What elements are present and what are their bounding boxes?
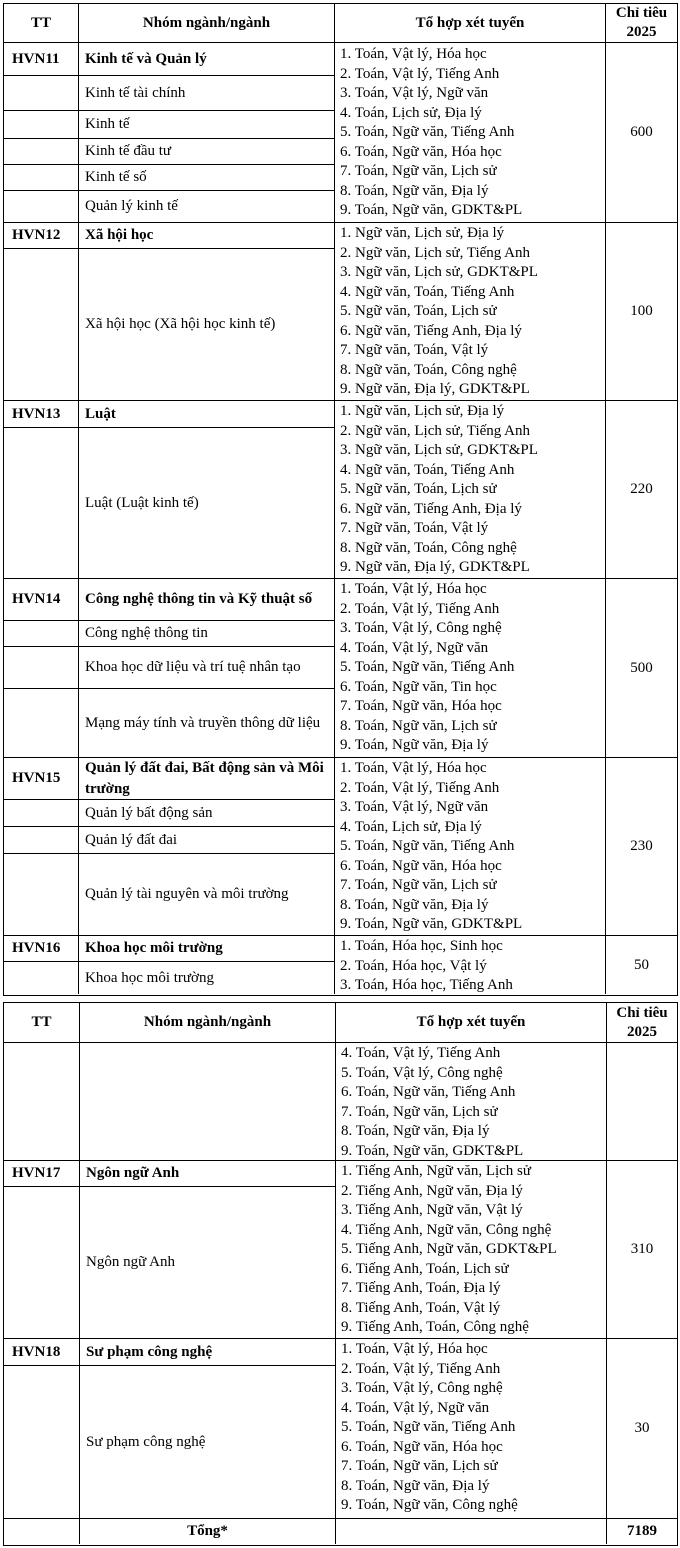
group-code-spacer <box>4 854 79 936</box>
combo-item: 2. Toán, Hóa học, Vật lý <box>340 957 487 974</box>
quota-value: 100 <box>606 223 677 401</box>
group-code-spacer <box>4 139 79 165</box>
major-name: Mạng máy tính và truyền thông dữ liệu <box>79 689 335 758</box>
total-label: Tổng* <box>80 1519 336 1544</box>
group-code-spacer <box>4 827 79 854</box>
combo-item: 5. Toán, Ngữ văn, Tiếng Anh <box>340 838 515 854</box>
combo-item: 5. Ngữ văn, Toán, Lịch sử <box>340 303 497 319</box>
group-code: HVN15 <box>4 758 79 800</box>
group-code-spacer <box>4 647 79 689</box>
quota-value: 30 <box>607 1339 677 1519</box>
major-name: Quản lý kinh tế <box>79 191 335 223</box>
major-name: Quản lý đất đai <box>79 827 335 854</box>
major-name: Quản lý tài nguyên và môi trường <box>79 854 335 936</box>
combo-item: 4. Toán, Lịch sử, Địa lý <box>340 818 482 835</box>
group-code: HVN16 <box>4 936 79 962</box>
combo-item: 9. Ngữ văn, Địa lý, GDKT&PL <box>340 381 530 397</box>
combo-item: 2. Ngữ văn, Lịch sử, Tiếng Anh <box>340 422 531 439</box>
group-code-spacer <box>4 165 79 191</box>
combo-item: 3. Ngữ văn, Lịch sử, GDKT&PL <box>340 442 538 458</box>
header-quota <box>607 1003 677 1043</box>
major-name: Xã hội học (Xã hội học kinh tế) <box>79 249 335 401</box>
combo-item: 6. Toán, Ngữ văn, Hóa học <box>340 143 502 160</box>
combo-item: 6. Ngữ văn, Tiếng Anh, Địa lý <box>340 322 522 339</box>
combo-item: 4. Toán, Vật lý, Ngữ văn <box>340 639 489 656</box>
major-name: Kinh tế số <box>79 165 335 191</box>
combo-list <box>336 1043 607 1161</box>
group-code: HVN13 <box>4 401 79 428</box>
combo-item: 4. Toán, Vật lý, Tiếng Anh <box>341 1045 501 1061</box>
combo-list <box>335 43 606 223</box>
combo-item: 6. Toán, Ngữ văn, Hóa học <box>341 1438 503 1455</box>
combo-list <box>335 579 606 758</box>
header-combos: Tổ hợp xét tuyển <box>335 4 606 43</box>
group-name: Công nghệ thông tin và Kỹ thuật số <box>79 579 335 621</box>
header-quota <box>606 4 677 43</box>
combo-item: 7. Ngữ văn, Toán, Vật lý <box>340 520 489 536</box>
combo-item: 6. Toán, Ngữ văn, Tin học <box>340 678 497 695</box>
combo-item: 9. Toán, Ngữ văn, Công nghệ <box>341 1497 518 1513</box>
combo-item: 3. Toán, Vật lý, Ngữ văn <box>340 85 489 101</box>
major-name: Kinh tế <box>79 111 335 139</box>
group-code-spacer <box>4 1366 80 1519</box>
group-code-spacer <box>4 76 79 111</box>
combo-item: 5. Toán, Ngữ văn, Tiếng Anh <box>340 659 515 675</box>
combo-item: 5. Toán, Ngữ văn, Tiếng Anh <box>340 124 515 140</box>
group-code: HVN11 <box>4 43 79 76</box>
combo-item: 7. Ngữ văn, Toán, Vật lý <box>340 342 489 358</box>
combo-item: 6. Ngữ văn, Tiếng Anh, Địa lý <box>340 500 522 517</box>
combo-item: 5. Ngữ văn, Toán, Lịch sử <box>340 481 497 497</box>
major-name: Sư phạm công nghệ <box>80 1366 336 1519</box>
header-quota-label: Chỉ tiêu <box>616 1004 668 1021</box>
combo-item: 8. Ngữ văn, Toán, Công nghệ <box>340 361 517 378</box>
group-code: HVN14 <box>4 579 79 621</box>
combo-item: 8. Toán, Ngữ văn, Địa lý <box>340 896 489 913</box>
major-name: Luật (Luật kinh tế) <box>79 428 335 579</box>
combo-item: 4. Toán, Lịch sử, Địa lý <box>340 104 482 121</box>
group-name: Khoa học môi trường <box>79 936 335 962</box>
combo-item: 9. Toán, Ngữ văn, GDKT&PL <box>341 1142 524 1159</box>
header-major: Nhóm ngành/ngành <box>80 1003 336 1043</box>
combo-item: 8. Toán, Ngữ văn, Địa lý <box>340 182 489 199</box>
quota-value: 230 <box>606 758 677 936</box>
major-name: Kinh tế đầu tư <box>79 139 335 165</box>
combo-item: 9. Ngữ văn, Địa lý, GDKT&PL <box>340 559 530 575</box>
combo-list <box>336 1339 607 1519</box>
combo-item: 7. Toán, Ngữ văn, Lịch sử <box>341 1458 498 1474</box>
combo-list <box>335 223 606 401</box>
group-code-spacer <box>4 962 79 994</box>
combo-item: 3. Ngữ văn, Lịch sử, GDKT&PL <box>340 264 538 280</box>
group-name: Quản lý đất đai, Bất động sản và Môi trường <box>79 758 335 800</box>
total-value: 7189 <box>627 1523 657 1539</box>
combo-item: 2. Toán, Vật lý, Tiếng Anh <box>340 65 500 82</box>
combo-item: 4. Toán, Vật lý, Ngữ văn <box>341 1399 490 1416</box>
combo-item: 1. Tiếng Anh, Ngữ văn, Lịch sử <box>341 1163 532 1179</box>
combo-list <box>335 936 606 994</box>
combo-item: 9. Tiếng Anh, Toán, Công nghệ <box>341 1319 529 1335</box>
combo-item: 2. Toán, Vật lý, Tiếng Anh <box>340 600 500 617</box>
combo-item: 2. Ngữ văn, Lịch sử, Tiếng Anh <box>340 244 531 261</box>
combo-item: 9. Toán, Ngữ văn, GDKT&PL <box>340 202 523 218</box>
group-code: HVN17 <box>4 1161 80 1187</box>
combo-item: 9. Toán, Ngữ văn, Địa lý <box>340 737 489 753</box>
combo-item: 1. Toán, Vật lý, Hóa học <box>340 760 487 776</box>
header-combos: Tổ hợp xét tuyển <box>336 1003 607 1043</box>
combo-item: 8. Toán, Ngữ văn, Lịch sử <box>340 717 497 734</box>
major-name: Ngôn ngữ Anh <box>80 1187 336 1339</box>
combo-item: 7. Toán, Ngữ văn, Lịch sử <box>340 877 497 893</box>
header-tt: TT <box>4 4 79 43</box>
admission-table-part1 <box>3 3 678 996</box>
group-name: Ngôn ngữ Anh <box>80 1161 336 1187</box>
group-name: Xã hội học <box>79 223 335 249</box>
combo-item: 2. Toán, Vật lý, Tiếng Anh <box>340 779 500 796</box>
header-quota-year: 2025 <box>626 24 657 40</box>
major-name: Quản lý bất động sản <box>79 800 335 827</box>
combo-item: 2. Toán, Vật lý, Tiếng Anh <box>341 1360 501 1377</box>
combo-item: 1. Toán, Vật lý, Hóa học <box>340 46 487 62</box>
combo-item: 6. Tiếng Anh, Toán, Lịch sử <box>341 1260 509 1277</box>
header-quota-label: Chỉ tiêu <box>615 5 668 21</box>
combo-item: 8. Toán, Ngữ văn, Địa lý <box>341 1123 490 1139</box>
combo-item: 4. Ngữ văn, Toán, Tiếng Anh <box>340 283 515 300</box>
quota-value: 310 <box>607 1161 677 1339</box>
header-quota-year: 2025 <box>627 1023 657 1040</box>
quota-spacer <box>607 1043 677 1161</box>
combo-item: 7. Toán, Ngữ văn, Hóa học <box>340 698 502 714</box>
major-name: Công nghệ thông tin <box>79 621 335 647</box>
combo-item: 5. Tiếng Anh, Ngữ văn, GDKT&PL <box>341 1241 557 1257</box>
combo-item: 1. Toán, Vật lý, Hóa học <box>340 581 487 597</box>
combo-item: 7. Toán, Ngữ văn, Lịch sử <box>340 163 497 179</box>
combo-item: 3. Toán, Hóa học, Tiếng Anh <box>340 977 513 993</box>
combo-item: 4. Tiếng Anh, Ngữ văn, Công nghệ <box>341 1221 552 1238</box>
group-code-spacer <box>4 111 79 139</box>
combo-item: 3. Toán, Vật lý, Công nghệ <box>340 620 502 636</box>
group-code-spacer <box>4 191 79 223</box>
combo-item: 8. Toán, Ngữ văn, Địa lý <box>341 1477 490 1494</box>
admission-table-part2 <box>3 1002 678 1546</box>
group-code-spacer <box>4 1187 80 1339</box>
group-name: Luật <box>79 401 335 428</box>
combo-item: 1. Ngữ văn, Lịch sử, Địa lý <box>340 403 505 419</box>
combo-list <box>335 758 606 936</box>
group-code: HVN18 <box>4 1339 80 1366</box>
combo-item: 1. Ngữ văn, Lịch sử, Địa lý <box>340 225 505 241</box>
group-name: Sư phạm công nghệ <box>80 1339 336 1366</box>
group-code-spacer <box>4 800 79 827</box>
combo-item: 6. Toán, Ngữ văn, Tiếng Anh <box>341 1084 516 1100</box>
quota-value: 600 <box>606 43 677 223</box>
combo-item: 1. Toán, Vật lý, Hóa học <box>341 1341 488 1357</box>
group-code-spacer <box>4 249 79 401</box>
quota-value: 50 <box>634 956 649 973</box>
major-spacer <box>80 1043 336 1161</box>
combo-item: 9. Toán, Ngữ văn, GDKT&PL <box>340 916 523 932</box>
combo-item: 3. Tiếng Anh, Ngữ văn, Vật lý <box>341 1202 523 1218</box>
group-code-spacer <box>4 689 79 758</box>
total-combos-spacer <box>336 1519 607 1544</box>
combo-item: 8. Tiếng Anh, Toán, Vật lý <box>341 1299 501 1316</box>
header-major: Nhóm ngành/ngành <box>79 4 335 43</box>
combo-item: 7. Tiếng Anh, Toán, Địa lý <box>341 1280 501 1296</box>
combo-item: 6. Toán, Ngữ văn, Hóa học <box>340 857 502 874</box>
group-name: Kinh tế và Quản lý <box>79 43 335 76</box>
combo-item: 5. Toán, Ngữ văn, Tiếng Anh <box>341 1419 516 1435</box>
header-tt: TT <box>4 1003 80 1043</box>
combo-item: 3. Toán, Vật lý, Công nghệ <box>341 1380 503 1396</box>
total-tt-spacer <box>4 1519 80 1544</box>
group-code-spacer <box>4 621 79 647</box>
combo-item: 3. Toán, Vật lý, Ngữ văn <box>340 799 489 815</box>
combo-item: 7. Toán, Ngữ văn, Lịch sử <box>341 1103 498 1120</box>
combo-list <box>335 401 606 579</box>
combo-item: 5. Toán, Vật lý, Công nghệ <box>341 1064 503 1081</box>
combo-item: 4. Ngữ văn, Toán, Tiếng Anh <box>340 461 515 478</box>
group-code: HVN12 <box>4 223 79 249</box>
combo-list <box>336 1161 607 1339</box>
combo-item: 2. Tiếng Anh, Ngữ văn, Địa lý <box>341 1182 523 1199</box>
quota-value: 500 <box>606 579 677 758</box>
quota-value: 220 <box>606 401 677 579</box>
combo-item: 1. Toán, Hóa học, Sinh học <box>340 938 503 954</box>
group-code-spacer <box>4 428 79 579</box>
major-name: Khoa học môi trường <box>79 962 335 994</box>
major-name: Kinh tế tài chính <box>79 76 335 111</box>
combo-item: 8. Ngữ văn, Toán, Công nghệ <box>340 539 517 556</box>
major-name: Khoa học dữ liệu và trí tuệ nhân tạo <box>79 647 335 689</box>
group-code-spacer <box>4 1043 80 1161</box>
